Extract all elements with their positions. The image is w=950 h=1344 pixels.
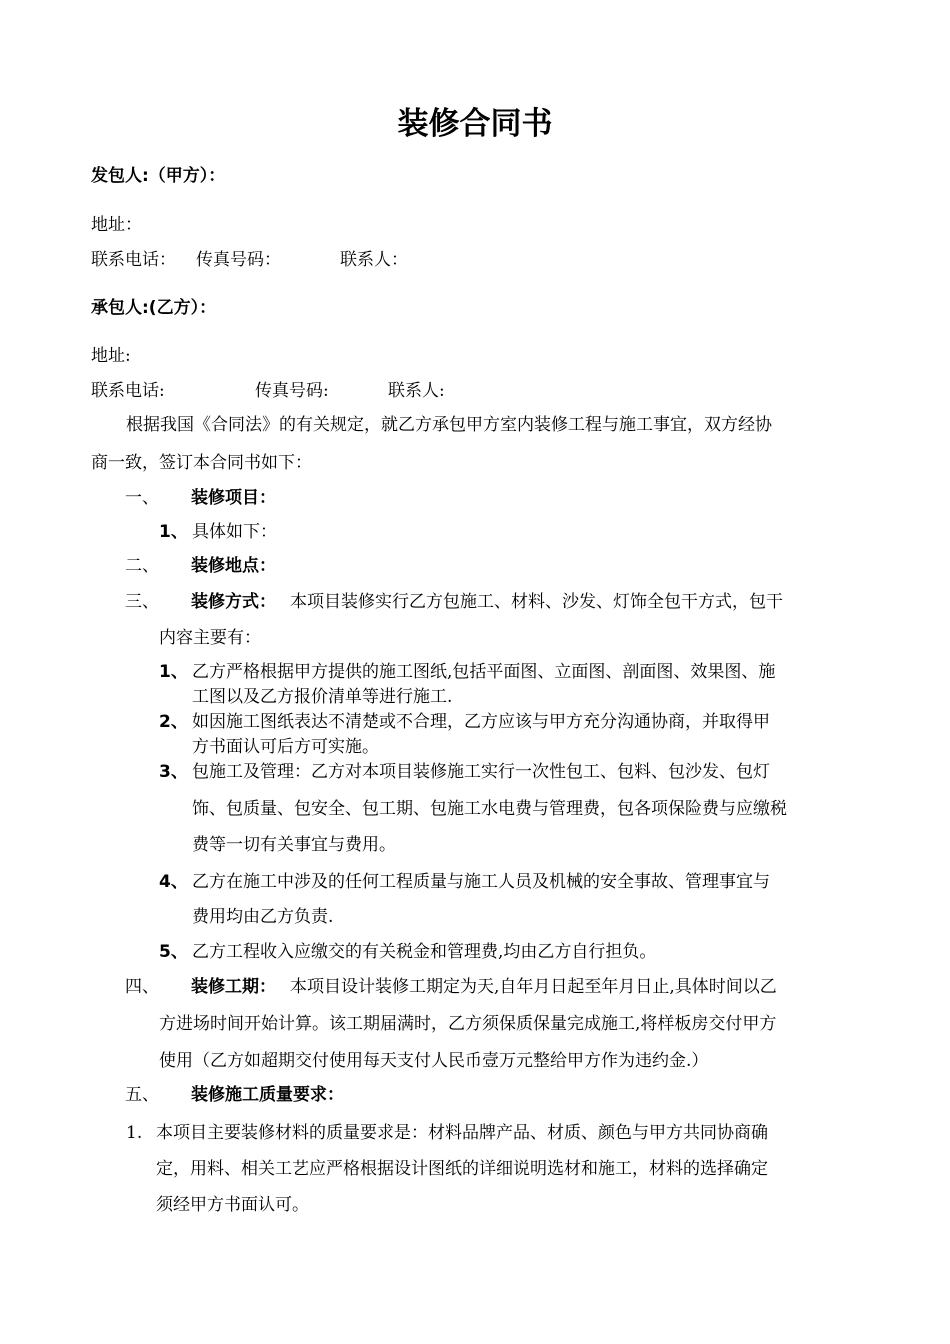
section-1-item-1-number: 1、 bbox=[159, 522, 188, 542]
section-3-item-4-number: 4、 bbox=[159, 872, 188, 892]
party-a-heading: 发包人:（甲方）： bbox=[91, 166, 226, 186]
party-b-address-label: 地址: bbox=[91, 346, 131, 366]
section-3-item-2-line-2: 方书面认可后方可实施。 bbox=[192, 737, 379, 757]
section-5-heading: 装修施工质量要求： bbox=[191, 1085, 344, 1105]
section-3-item-3-number: 3、 bbox=[159, 762, 188, 782]
section-3-item-5-number: 5、 bbox=[159, 942, 188, 962]
document-title: 装修合同书 bbox=[397, 106, 553, 142]
party-a-phone-label: 联系电话： bbox=[91, 250, 176, 270]
party-b-heading: 承包人:(乙方）： bbox=[91, 298, 217, 318]
section-3-item-4-line-1: 乙方在施工中涉及的任何工程质量与施工人员及机械的安全事故、管理事宜与 bbox=[192, 872, 770, 892]
preamble-line-2: 商一致，签订本合同书如下： bbox=[91, 453, 312, 473]
section-3-heading: 装修方式： bbox=[191, 592, 276, 612]
section-2-heading: 装修地点： bbox=[191, 556, 276, 576]
party-b-fax-label: 传真号码: bbox=[255, 381, 329, 401]
section-4-number: 四、 bbox=[125, 977, 159, 997]
section-3-number: 三、 bbox=[125, 592, 159, 612]
section-1-item-1-text: 具体如下： bbox=[192, 522, 277, 542]
section-5-item-1-number: 1. bbox=[126, 1123, 143, 1143]
section-4-line-1: 本项目设计装修工期定为天,自年月日起至年月日止,具体时间以乙 bbox=[290, 977, 777, 997]
party-a-contact-label: 联系人： bbox=[340, 250, 408, 270]
section-5-item-1-line-1: 本项目主要装修材料的质量要求是：材料品牌产品、材质、颜色与甲方共同协商确 bbox=[156, 1123, 768, 1143]
section-4-line-3: 使用（乙方如超期交付使用每天支付人民币壹万元整给甲方作为违约金.） bbox=[159, 1051, 709, 1071]
section-4-heading: 装修工期： bbox=[191, 977, 276, 997]
section-3-item-1-line-2: 工图以及乙方报价清单等进行施工. bbox=[192, 687, 453, 707]
party-b-contact-label: 联系人: bbox=[388, 381, 445, 401]
party-a-fax-label: 传真号码： bbox=[196, 250, 281, 270]
section-3-item-3-line-2: 饰、包质量、包安全、包工期、包施工水电费与管理费，包各项保险费与应缴税 bbox=[192, 799, 787, 819]
section-3-item-3-line-3: 费等一切有关事宜与费用。 bbox=[192, 835, 396, 855]
section-3-item-3-line-1: 包施工及管理：乙方对本项目装修施工实行一次性包工、包料、包沙发、包灯 bbox=[192, 762, 770, 782]
section-2-number: 二、 bbox=[125, 556, 159, 576]
section-1-heading: 装修项目： bbox=[191, 488, 276, 508]
section-3-text-line-1: 本项目装修实行乙方包施工、材料、沙发、灯饰全包干方式，包干 bbox=[290, 592, 783, 612]
section-5-item-1-line-2: 定，用料、相关工艺应严格根据设计图纸的详细说明选材和施工，材料的选择确定 bbox=[156, 1159, 768, 1179]
party-b-phone-label: 联系电话: bbox=[91, 381, 165, 401]
section-1-number: 一、 bbox=[125, 488, 159, 508]
section-3-item-4-line-2: 费用均由乙方负责. bbox=[192, 907, 334, 927]
preamble-line-1: 根据我国《合同法》的有关规定，就乙方承包甲方室内装修工程与施工事宜，双方经协 bbox=[126, 415, 772, 435]
section-3-item-1-line-1: 乙方严格根据甲方提供的施工图纸,包括平面图、立面图、剖面图、效果图、施 bbox=[192, 662, 776, 682]
section-5-number: 五、 bbox=[125, 1085, 159, 1105]
section-3-item-2-number: 2、 bbox=[159, 712, 188, 732]
section-3-text-line-2: 内容主要有： bbox=[159, 628, 261, 648]
section-3-item-2-line-1: 如因施工图纸表达不清楚或不合理，乙方应该与甲方充分沟通协商，并取得甲 bbox=[192, 712, 770, 732]
section-3-item-1-number: 1、 bbox=[159, 662, 188, 682]
section-3-item-5-line-1: 乙方工程收入应缴交的有关税金和管理费,均由乙方自行担负。 bbox=[192, 942, 657, 962]
party-a-address-label: 地址： bbox=[91, 215, 142, 235]
section-4-line-2: 方进场时间开始计算。该工期届满时，乙方须保质保量完成施工,将样板房交付甲方 bbox=[159, 1014, 777, 1034]
section-5-item-1-line-3: 须经甲方书面认可。 bbox=[156, 1195, 309, 1215]
